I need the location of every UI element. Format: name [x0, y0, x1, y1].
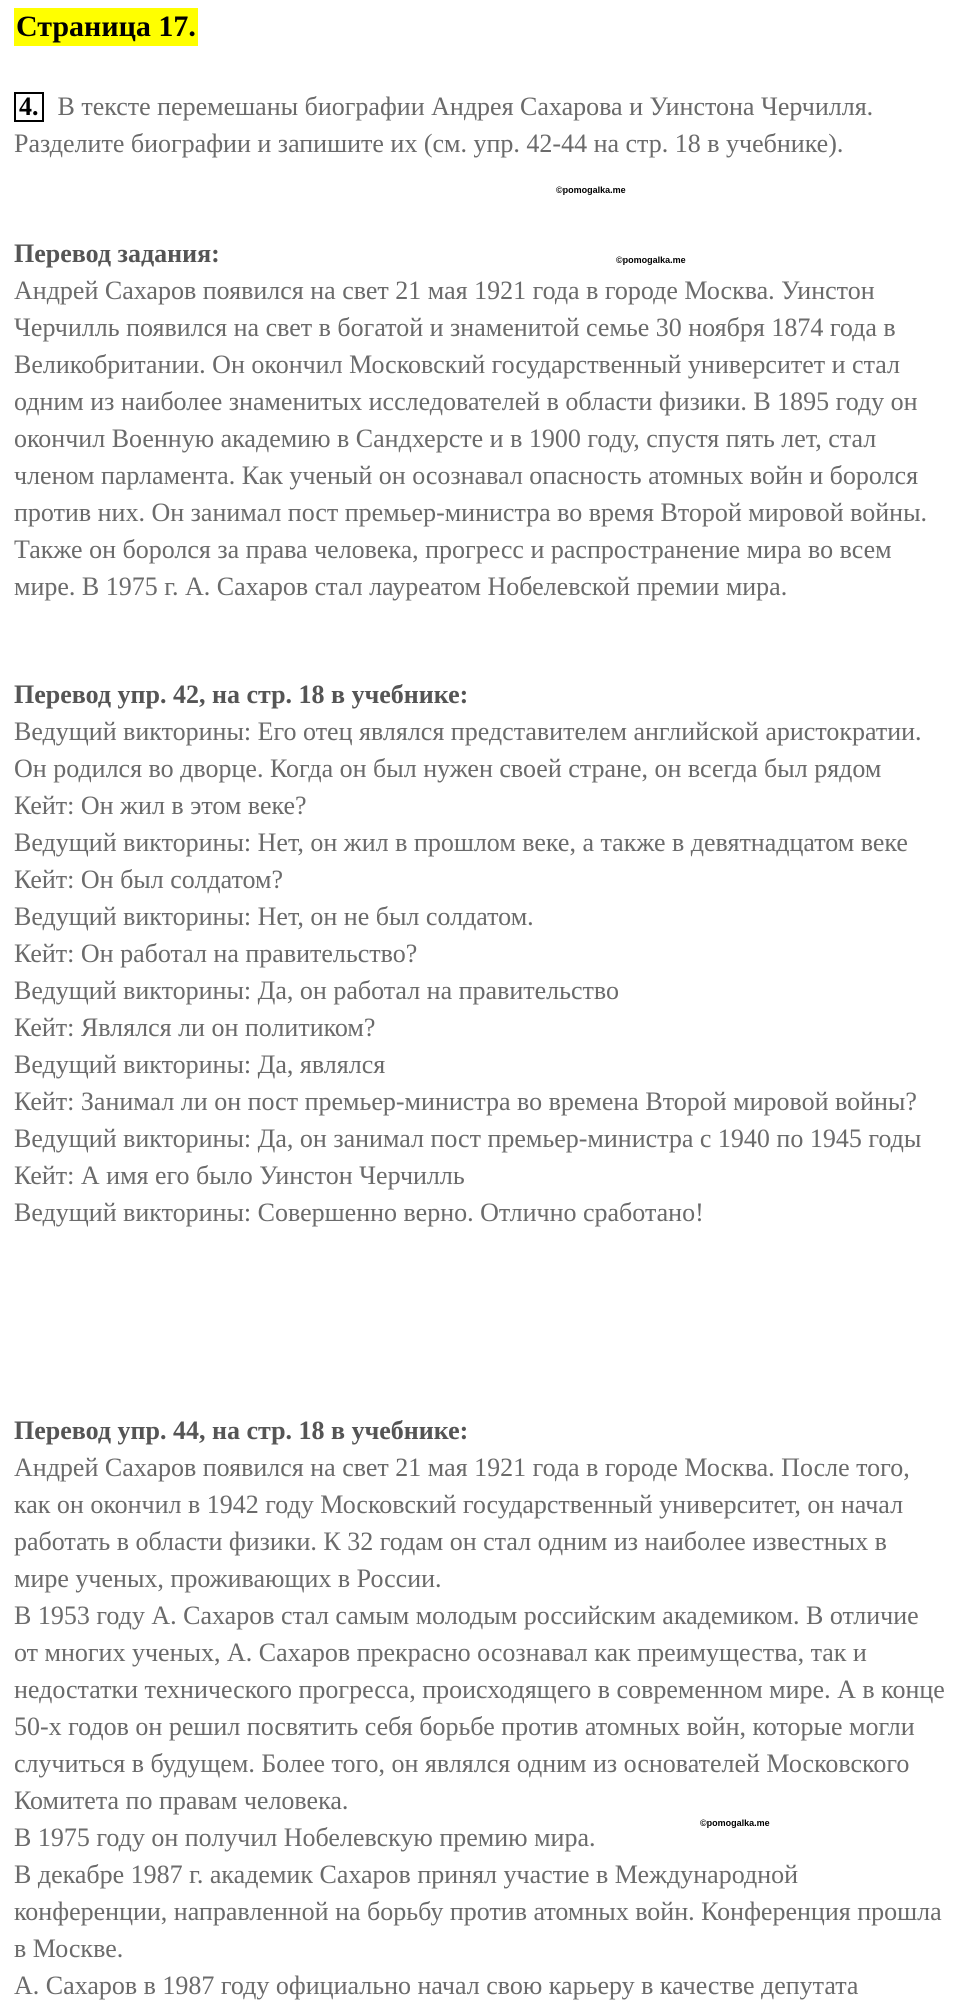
watermark: ©pomogalka.me [556, 185, 626, 195]
task-text: В тексте перемешаны биографии Андрея Сахарова и Уинстона Черчилля. Разделите биографии и запишите их (см. упр. 42-44 на стр. 18 в учебнике). [14, 92, 874, 158]
exercise-42-section [14, 676, 946, 1231]
translation-task-text: Андрей Сахаров появился на свет 21 мая 1921 года в городе Москва. Уинстон Черчилль появился на свет в богатой и знаменитой семье 30 ноября 1874 года в Великобритании. Он окончил Московский государственный университет и стал одним из наиболее знаменитых исследователей в области физики. В 1895 году он окончил Военную академию в Сандхерсте и в 1900 году, спустя пять лет, стал членом парламента. Как ученый он осознавал опасность атомных войн и боролся против них. Он занимал пост премьер-министра во время Второй мировой войны. Также он боролся за права человека, прогресс и распространение мира во всем мире. В 1975 г. А. Сахаров стал лауреатом Нобелевской премии мира. [14, 276, 928, 601]
page-title: Страница 17. [14, 8, 198, 46]
dialogue-line: Ведущий викторины: Да, он работал на правительство [14, 976, 620, 1005]
exercise-44-heading: Перевод упр. 44, на стр. 18 в учебнике: [14, 1416, 469, 1445]
paragraph: В декабре 1987 г. академик Сахаров принял участие в Международной конференции, направленной на борьбу против атомных войн. Конференция прошла в Москве. [14, 1860, 942, 1963]
dialogue-line: Ведущий викторины: Нет, он жил в прошлом веке, а также в девятнадцатом веке [14, 828, 908, 857]
translation-task-section [14, 235, 946, 605]
dialogue-line: Ведущий викторины: Нет, он не был солдатом. [14, 902, 534, 931]
dialogue-line: Кейт: А имя его было Уинстон Черчилль [14, 1161, 465, 1190]
dialogue-line: Ведущий викторины: Его отец являлся представителем английской аристократии. Он родился во дворце. Когда он был нужен своей стране, он всегда был рядом [14, 717, 922, 783]
dialogue-line: Кейт: Он был солдатом? [14, 865, 284, 894]
paragraph: Андрей Сахаров появился на свет 21 мая 1921 года в городе Москва. После того, как он окончил в 1942 году Московский государственный университет, он начал работать в области физики. К 32 годам он стал одним из наиболее известных в мире ученых, проживающих в России. [14, 1453, 910, 1593]
task-block [14, 88, 934, 162]
exercise-44-section [14, 1412, 946, 2004]
paragraph: В 1975 году он получил Нобелевскую премию мира. [14, 1823, 596, 1852]
dialogue-line: Кейт: Занимал ли он пост премьер-министра во времена Второй мировой войны? [14, 1087, 917, 1116]
dialogue-line: Ведущий викторины: Совершенно верно. Отлично сработано! [14, 1198, 704, 1227]
watermark: ©pomogalka.me [700, 1818, 770, 1828]
paragraph: В 1953 году А. Сахаров стал самым молодым российским академиком. В отличие от многих ученых, А. Сахаров прекрасно осознавал как преимущества, так и недостатки технического прогресса, происходящего в современном мире. А в конце 50-х годов он решил посвятить себя борьбе против атомных войн, которые могли случиться в будущем. Более того, он являлся одним из основателей Московского Комитета по правам человека. [14, 1601, 945, 1815]
task-number: 4. [14, 92, 44, 122]
dialogue-line: Кейт: Он работал на правительство? [14, 939, 418, 968]
exercise-42-heading: Перевод упр. 42, на стр. 18 в учебнике: [14, 680, 469, 709]
dialogue-line: Ведущий викторины: Да, являлся [14, 1050, 386, 1079]
dialogue-line: Кейт: Он жил в этом веке? [14, 791, 307, 820]
paragraph: А. Сахаров в 1987 году официально начал свою карьеру в качестве депутата [14, 1971, 859, 2000]
translation-task-heading: Перевод задания: [14, 239, 220, 268]
dialogue-line: Кейт: Являлся ли он политиком? [14, 1013, 376, 1042]
watermark: ©pomogalka.me [616, 255, 686, 265]
dialogue-line: Ведущий викторины: Да, он занимал пост премьер-министра с 1940 по 1945 годы [14, 1124, 922, 1153]
